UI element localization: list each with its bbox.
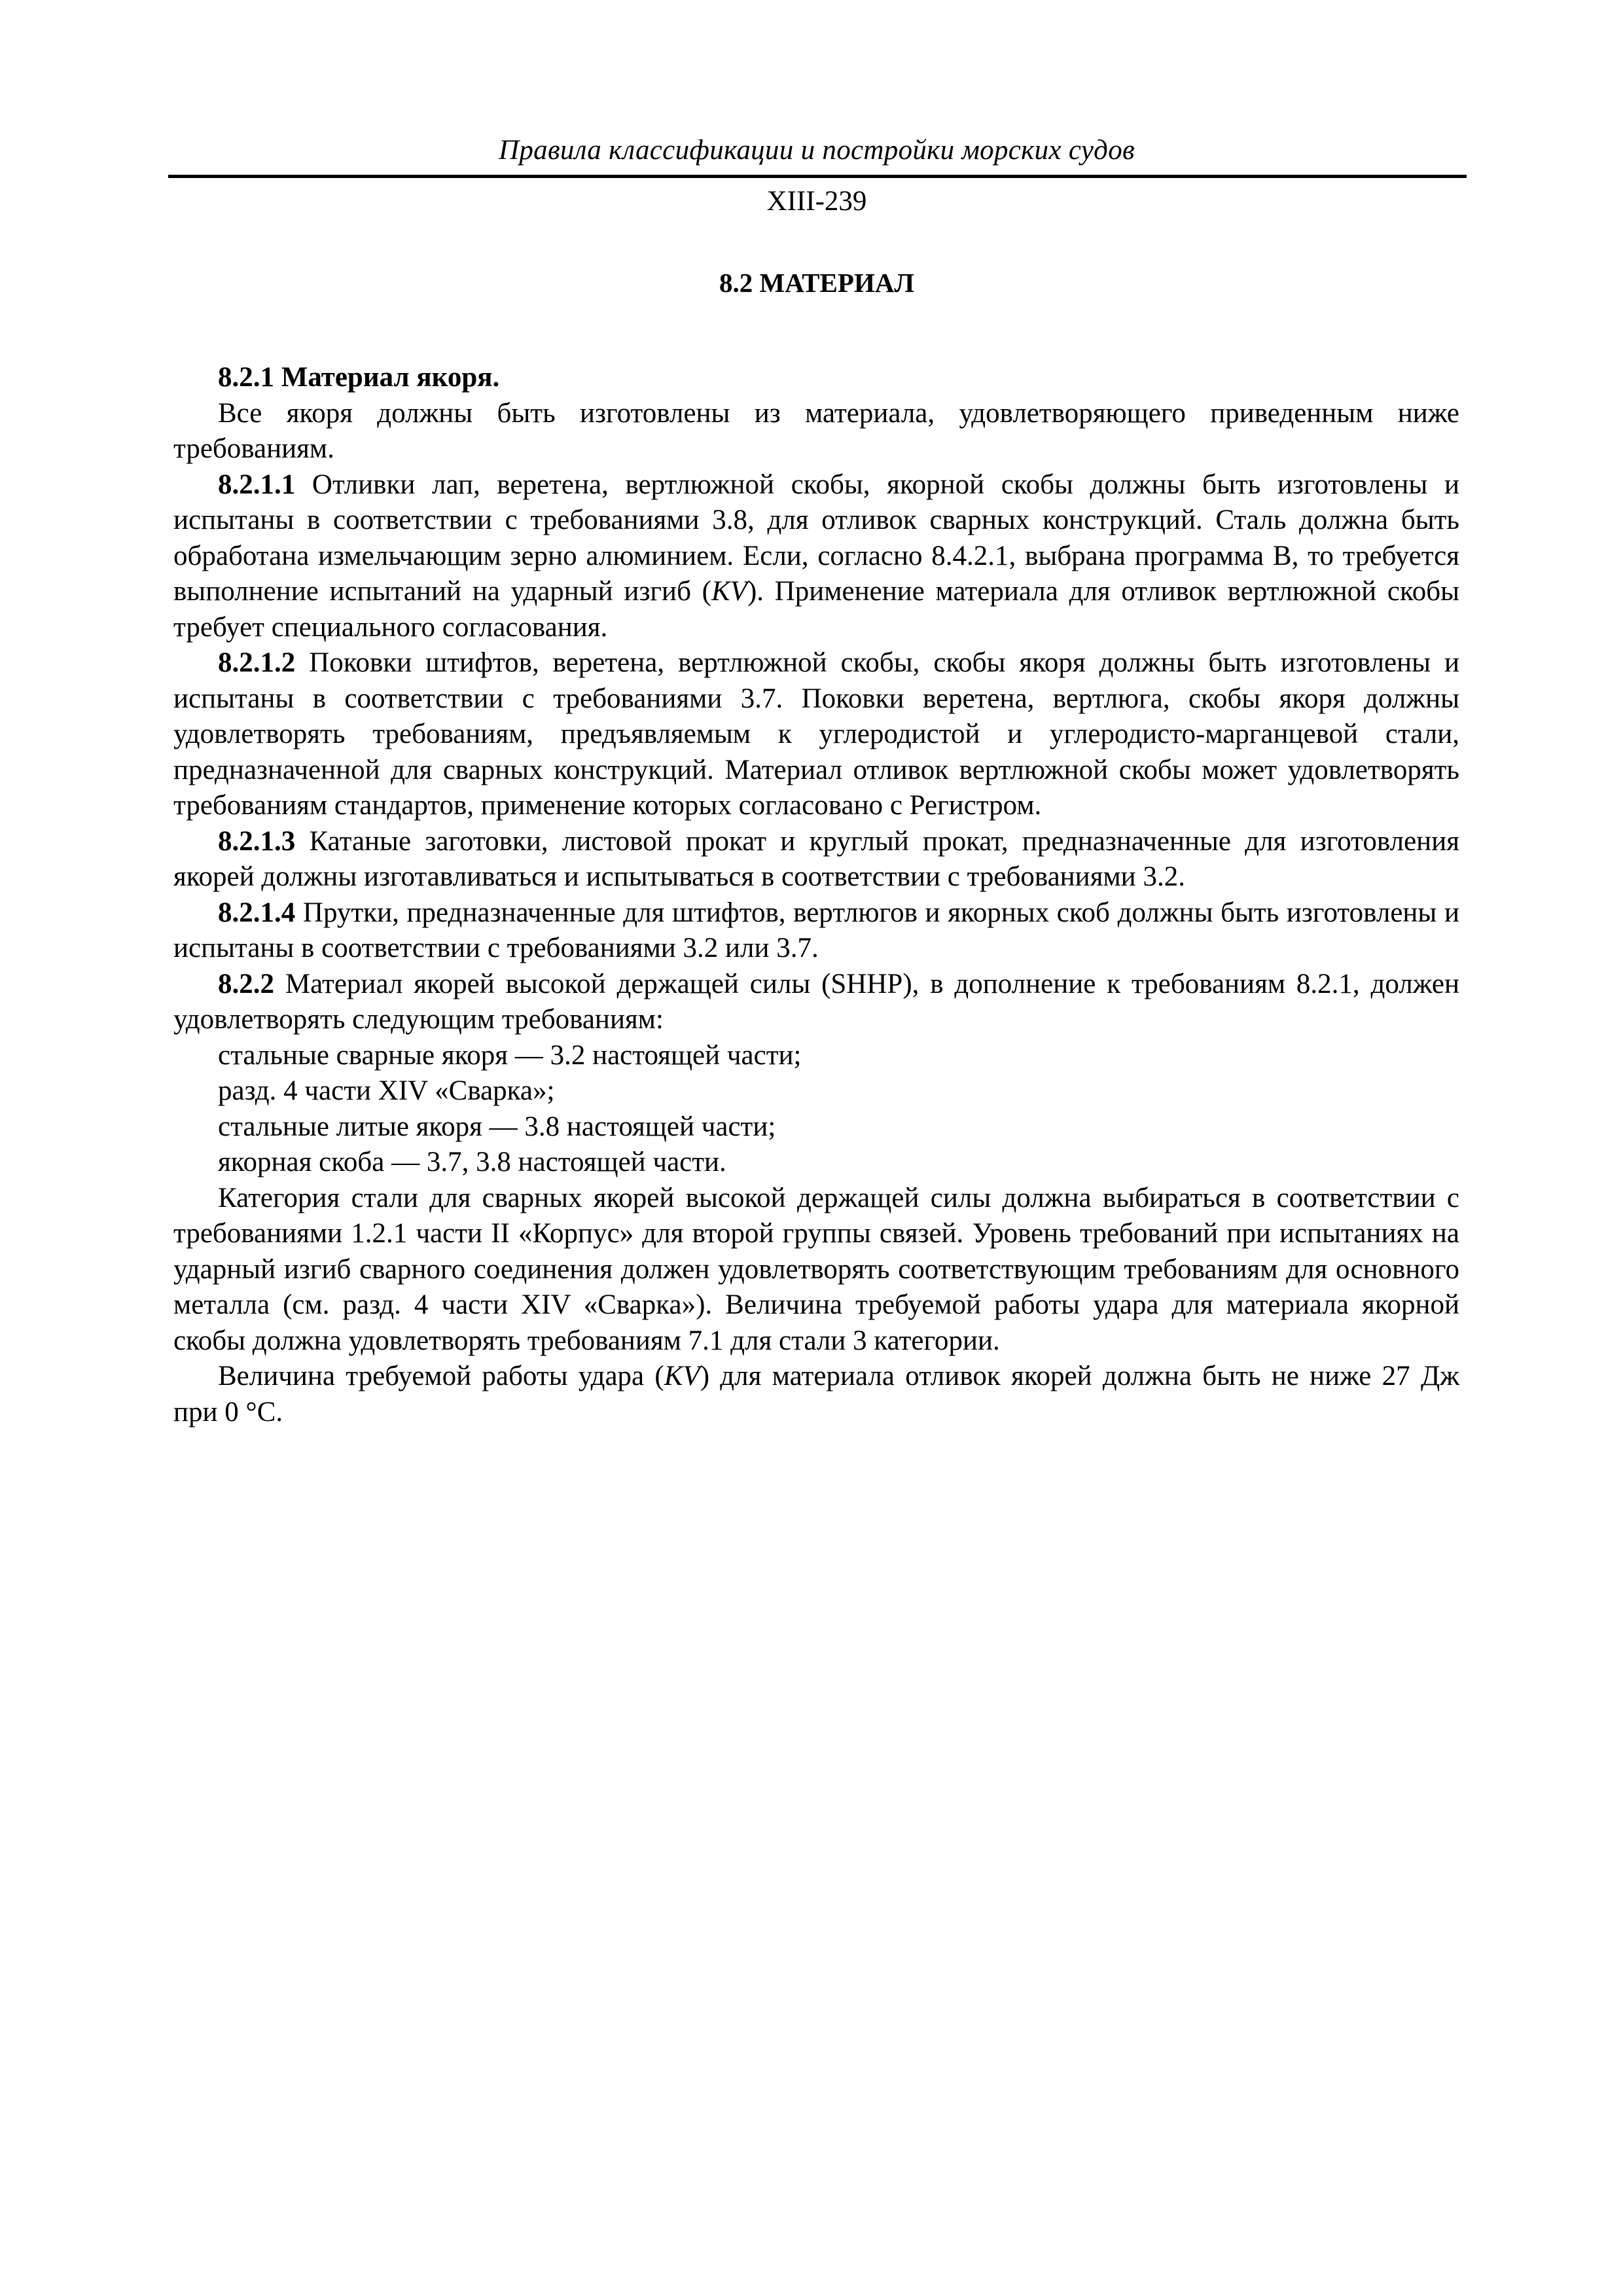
paragraph-text: Отливки лап, веретена, вертлюжной скобы, якорной скобы должны быть изготовлены и испытаны в соответствии с требованиями 3.8, для отливок сварных конструкций. Сталь должна быть обработана измельчающим зерно алюминием. Если, согласно 8.4.2.1, выбрана программа В, то требуется выполнение испытаний на ударный изгиб ( bbox=[173, 469, 1459, 607]
page-number: XIII-239 bbox=[766, 186, 867, 217]
clause-number: 8.2.1.2 bbox=[218, 647, 296, 678]
clause-number: 8.2.1.4 bbox=[218, 897, 296, 928]
clause-number: 8.2.1.3 bbox=[218, 825, 296, 857]
paragraph-text: ) для материала отливок якорей должна быть не ниже 27 Дж при 0 °С. bbox=[173, 1361, 1459, 1427]
header-divider bbox=[168, 175, 1467, 178]
paragraph-text: Катаные заготовки, листовой прокат и круглый прокат, предназначенные для изготовления якорей должны изготавливаться и испытываться в соответствии с требованиями 3.2. bbox=[173, 825, 1459, 892]
paragraph-text: Величина требуемой работы удара ( bbox=[218, 1361, 664, 1391]
clause-number: 8.2.1.1 bbox=[218, 469, 296, 500]
running-header: Правила классификации и постройки морских судов bbox=[499, 135, 1135, 166]
paragraph-text: Прутки, предназначенные для штифтов, вертлюгов и якорных скоб должны быть изготовлены и испытаны в соответствии с требованиями 3.2 или 3.7. bbox=[173, 897, 1459, 963]
clause-number: 8.2.2 bbox=[218, 968, 274, 999]
paragraph-text: Материал якорей высокой держащей силы (SHHP), в дополнение к требованиям 8.2.1, должен удовлетворять следующим требованиям: bbox=[173, 968, 1459, 1035]
subsection-title-8-2-1: 8.2.1 Материал якоря. bbox=[218, 362, 500, 393]
paragraph-8-2-1-4 bbox=[173, 895, 1459, 967]
section-title: 8.2 МАТЕРИАЛ bbox=[719, 268, 914, 298]
paragraph-steel-category: Категория стали для сварных якорей высокой держащей силы должна выбираться в соответствии с требованиями 1.2.1 части II «Корпус» для второй группы связей. Уровень требований при испытаниях на ударный изгиб сварного соединения должен удовлетворять соответствующим требованиям для основного металла (см. разд. 4 части XIV «Сварка»). Величина требуемой работы удара для материала якорной скобы должна удовлетворять требованиям 7.1 для стали 3 категории. bbox=[173, 1182, 1459, 1356]
paragraph-8-2-1-3 bbox=[173, 824, 1459, 895]
list-item: разд. 4 части XIV «Сварка»; bbox=[218, 1075, 555, 1106]
paragraph-impact-energy bbox=[173, 1359, 1459, 1430]
list-item: стальные сварные якоря — 3.2 настоящей части; bbox=[218, 1039, 802, 1071]
list-item: якорная скоба — 3.7, 3.8 настоящей части. bbox=[218, 1147, 726, 1177]
paragraph-8-2-1-2 bbox=[173, 645, 1459, 824]
body-text bbox=[173, 360, 1459, 1430]
paragraph-8-2-1-1 bbox=[173, 467, 1459, 646]
impact-symbol: KV bbox=[664, 1361, 700, 1391]
paragraph-8-2-1: Все якоря должны быть изготовлены из материала, удовлетворяющего приведенным ниже требованиям. bbox=[173, 397, 1459, 464]
paragraph-text: Поковки штифтов, веретена, вертлюжной скобы, скобы якоря должны быть изготовлены и испытаны в соответствии с требованиями 3.7. Поковки веретена, вертлюга, скобы якоря должны удовлетворять требованиям, предъявляемым к углеродистой и углеродисто-марганцевой стали, предназначенной для сварных конструкций. Материал отливок вертлюжной скобы может удовлетворять требованиям стандартов, применение которых согласовано с Регистром. bbox=[173, 647, 1459, 821]
paragraph-8-2-2 bbox=[173, 967, 1459, 1038]
paragraph-text: ). Применение материала для отливок вертлюжной скобы требует специального согласования. bbox=[173, 576, 1459, 643]
impact-symbol: KV bbox=[711, 576, 747, 607]
list-item: стальные литые якоря — 3.8 настоящей части; bbox=[218, 1111, 776, 1142]
